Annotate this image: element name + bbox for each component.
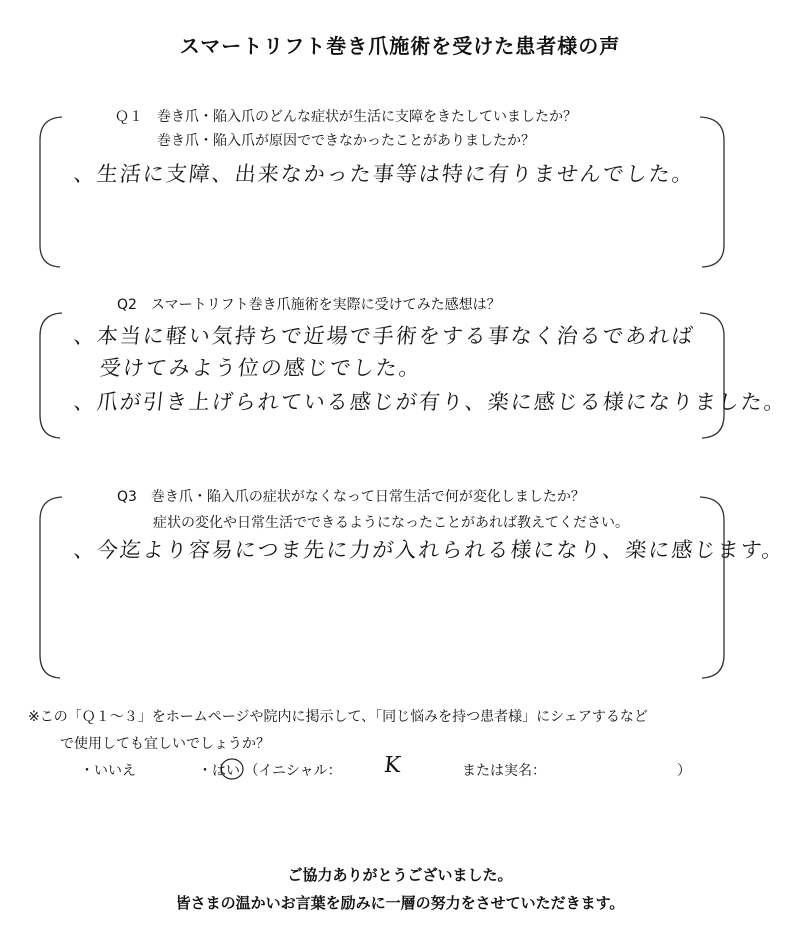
consent-option-no[interactable]: ・いいえ: [80, 763, 136, 779]
q3-question-line1: Q3 巻き爪・陥入爪の症状がなくなって日常生活で何が変化しましたか？: [117, 489, 585, 505]
consent-question-line2: で使用しても宜しいでしょうか？: [60, 736, 270, 752]
q2-answer-line1: 、本当に軽い気持ちで近場で手術をする事なく治るであれば: [72, 324, 696, 348]
q1-question-line2: 巻き爪・陥入爪が原因でできなかったことがありましたか？: [157, 133, 535, 149]
footer-thanks: ご協力ありがとうございました。: [287, 866, 513, 884]
q2-answer-line3: 、爪が引き上げられている感じが有り、楽に感じる様になりました。: [72, 390, 789, 414]
consent-close-paren: ）: [677, 763, 691, 779]
q3-question-line2: 症状の変化や日常生活でできるようになったことがあれば教えてください。: [153, 515, 629, 531]
consent-realname-label: または実名：: [462, 763, 546, 779]
q2-question-line1: Q2 スマートリフト巻き爪施術を実際に受けてみた感想は？: [117, 297, 501, 313]
consent-question-line1: ※この「Ｑ１～３」をホームページや院内に掲示して、「同じ悩みを持つ患者様」にシェアするなど: [28, 709, 648, 725]
q1-answer: 、生活に支障、出来なかった事等は特に有りませんでした。: [72, 162, 697, 186]
consent-initial-label: （イニシャル：: [244, 763, 342, 779]
footer-message: 皆さまの温かいお言葉を励みに一層の努力をさせていただきます。: [175, 894, 625, 912]
page-title: スマートリフト巻き爪施術を受けた患者様の声: [179, 34, 621, 58]
consent-option-yes-label: ・はい: [198, 763, 240, 779]
q2-answer-line2: 受けてみよう位の感じでした。: [98, 356, 424, 380]
q1-question-line1: Ｑ１ 巻き爪・陥入爪のどんな症状が生活に支障をきたしていましたか？: [115, 109, 577, 125]
q3-answer: 、今迄より容易につま先に力が入れられる様になり、楽に感じます。: [72, 538, 787, 562]
consent-initial-value: K: [382, 753, 404, 778]
